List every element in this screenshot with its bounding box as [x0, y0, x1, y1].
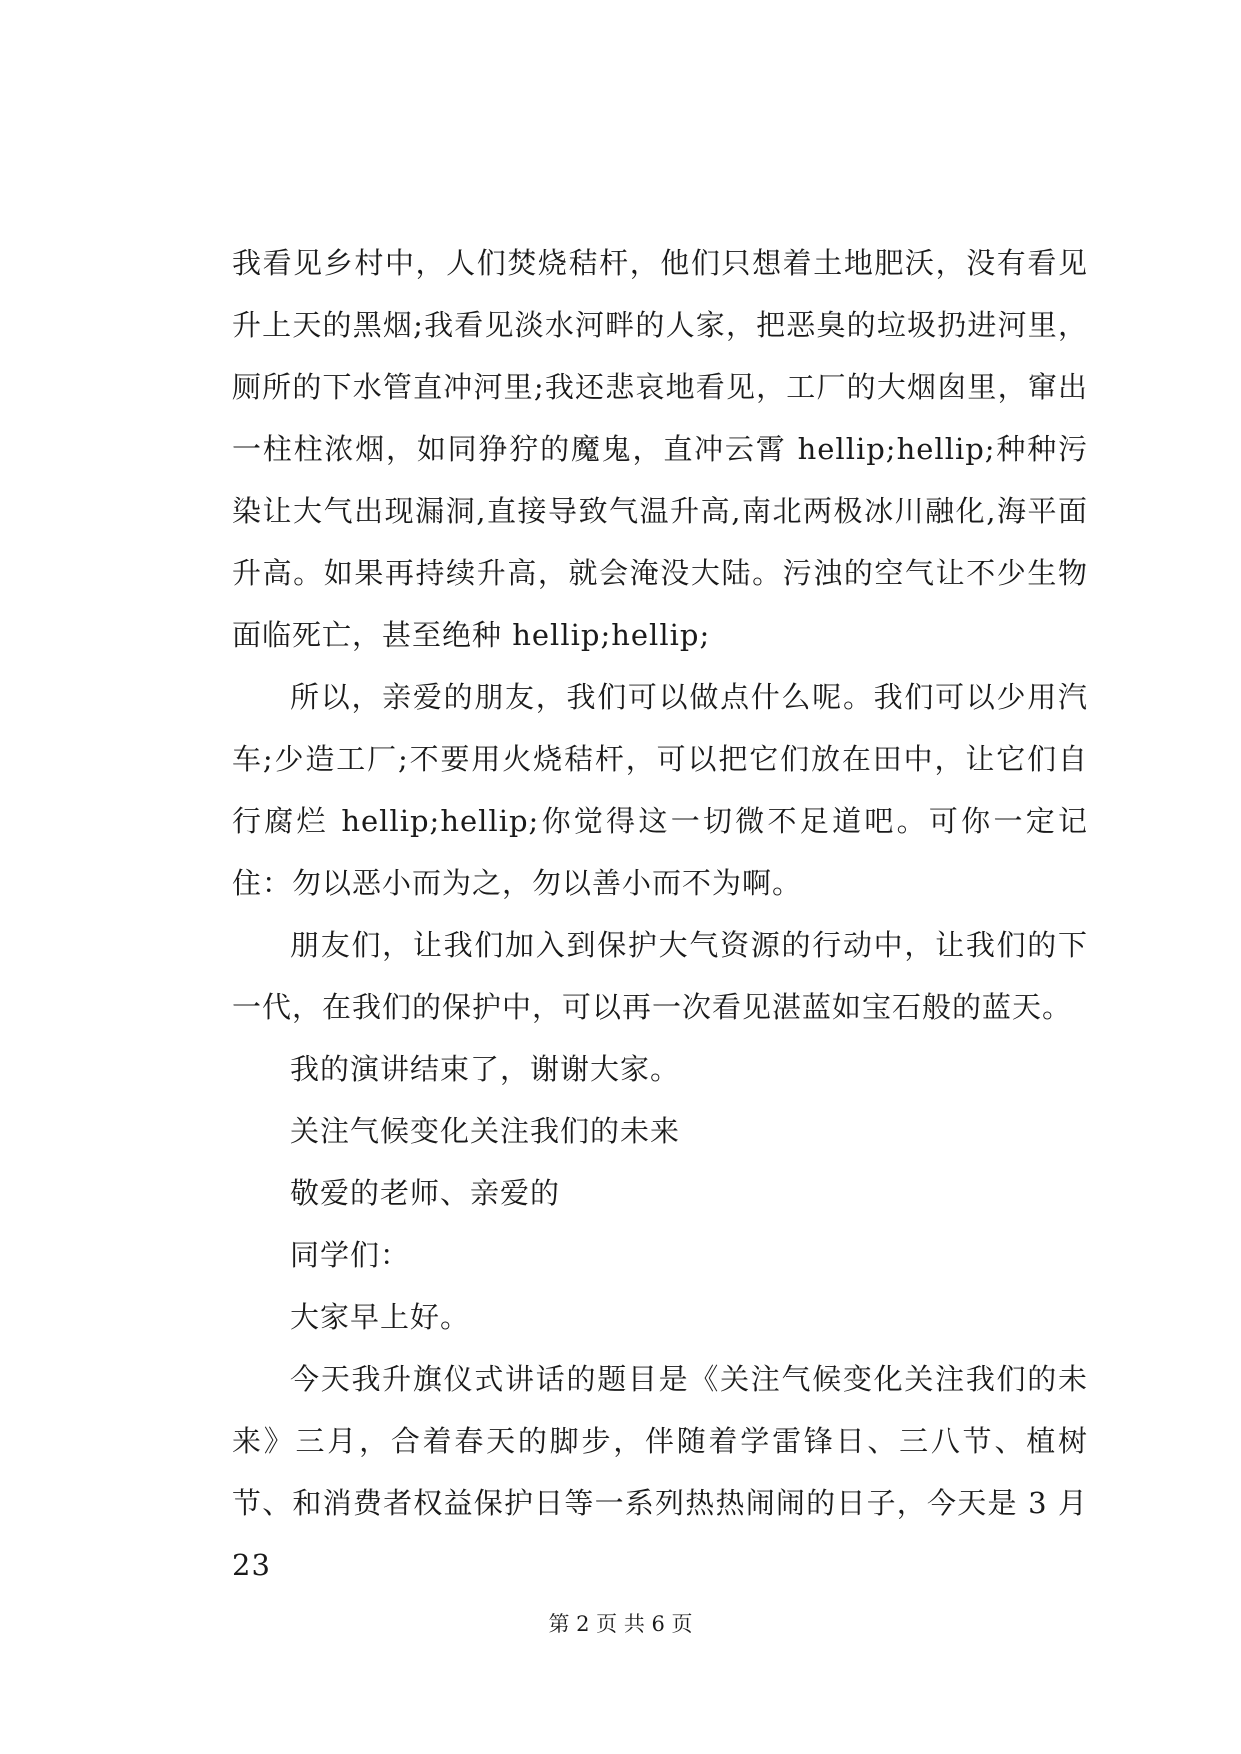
paragraph-pollution-examples: 我看见乡村中，人们焚烧秸杆，他们只想着土地肥沃，没有看见升上天的黑烟;我看见淡水河畔的人家，把恶臭的垃圾扔进河里，厕所的下水管直冲河里;我还悲哀地看见，工厂的大烟囱里，窜出一柱柱浓烟，如同狰狞的魔鬼，直冲云霄 hellip;hellip;种种污染让大气出现漏洞,直接导致气温升高,南北两极冰川融化,海平面升高。如果再持续升高，就会淹没大陆。污浊的空气让不少生物面临死亡，甚至绝种 hellip;hellip; — [232, 246, 1088, 652]
paragraph-speech-end: 我的演讲结束了，谢谢大家。 — [290, 1052, 681, 1086]
greeting: 大家早上好。 — [290, 1300, 471, 1334]
paragraph-speech-intro: 今天我升旗仪式讲话的题目是《关注气候变化关注我们的未来》三月，合着春天的脚步，伴随着学雷锋日、三八节、植树节、和消费者权益保护日等一系列热热闹闹的日子，今天是 3 月 23 — [232, 1362, 1088, 1582]
paragraph-what-we-can-do: 所以，亲爱的朋友，我们可以做点什么呢。我们可以少用汽车;少造工厂;不要用火烧秸杆，可以把它们放在田中，让它们自行腐烂 hellip;hellip;你觉得这一切微不足道吧。可你一定记住：勿以恶小而为之，勿以善小而不为啊。 — [232, 680, 1088, 900]
page-number-footer: 第 2 页 共 6 页 — [548, 1612, 693, 1636]
paragraph-call-to-action: 朋友们，让我们加入到保护大气资源的行动中，让我们的下一代，在我们的保护中，可以再一次看见湛蓝如宝石般的蓝天。 — [232, 928, 1088, 1024]
document-body — [232, 232, 1088, 1596]
speech-title: 关注气候变化关注我们的未来 — [290, 1114, 681, 1148]
salutation-students: 同学们： — [290, 1238, 411, 1272]
salutation-teachers: 敬爱的老师、亲爱的 — [290, 1176, 561, 1210]
